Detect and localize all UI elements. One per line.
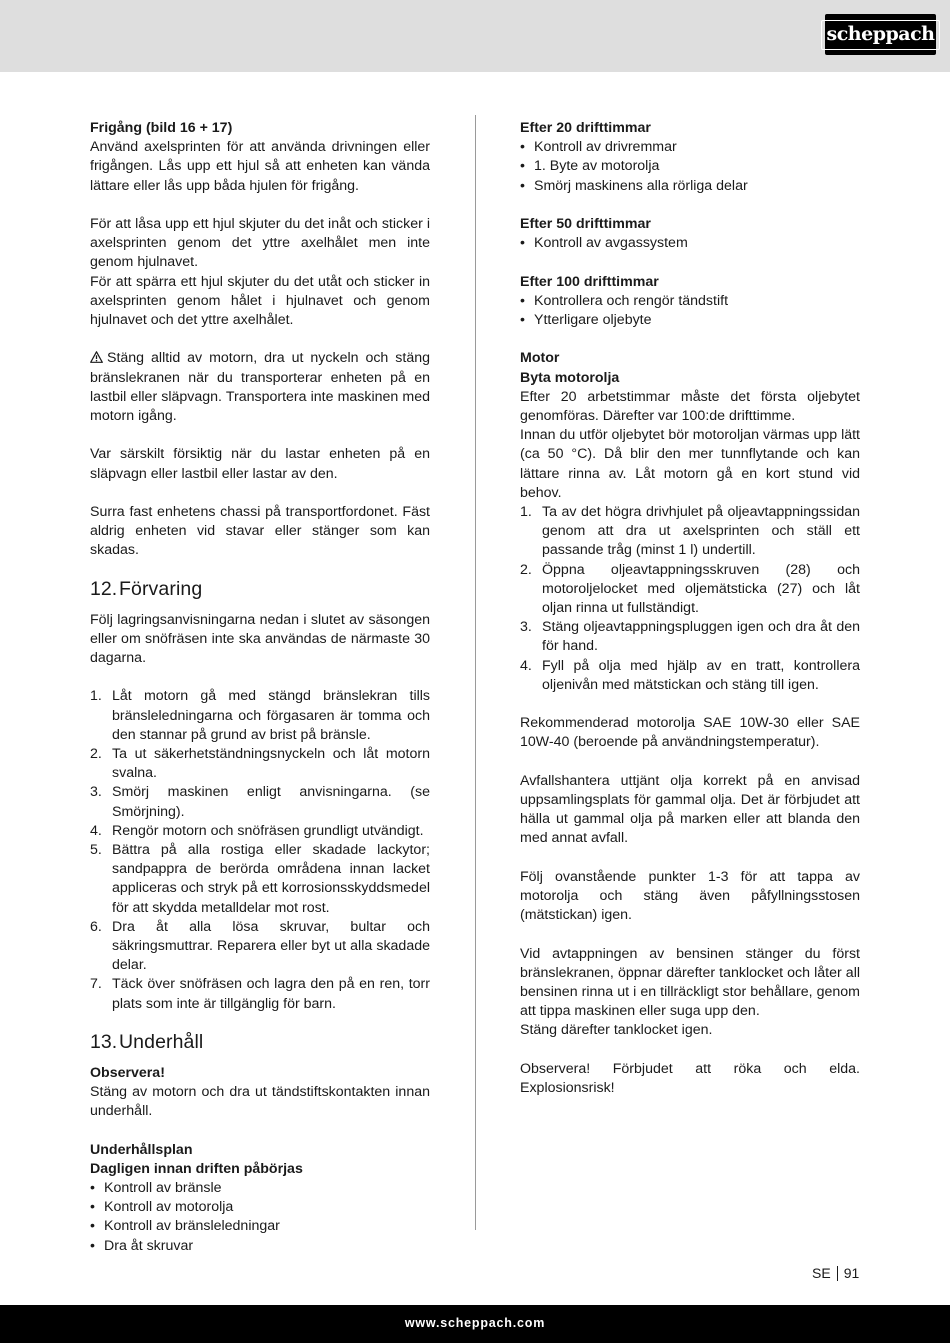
after-20h-item: • Smörj maskinens alla rörliga delar	[520, 177, 860, 196]
after-50h-heading: Efter 50 drifttimmar	[520, 216, 651, 232]
daily-check-item: • Kontroll av motorolja	[90, 1198, 430, 1217]
oil-paragraph-1: Efter 20 arbetstimmar måste det första oljebytet genomföras. Därefter var 100:de drifttimme.	[520, 388, 860, 424]
section-12-title: Förvaring	[119, 577, 203, 600]
step-number: 4.	[90, 822, 102, 839]
step-number: 5.	[90, 842, 102, 859]
daily-heading: Dagligen innan driften påbörjas	[90, 1160, 303, 1177]
section-13-number: 13.	[90, 1030, 118, 1053]
storage-step	[90, 841, 430, 918]
daily-check-item: • Dra åt skruvar	[90, 1237, 430, 1256]
step-text: Bättra på alla rostiga eller skadade lackytor; sandpappra de berörda områdena innan lacket appliceras och stryk på ett korrosionsskyddsmedel för att skydda metalldelar mot rost.	[112, 842, 430, 916]
after-50h-list	[520, 234, 860, 253]
step-number: 2.	[520, 561, 532, 578]
frigang-heading: Frigång (bild 16 + 17)	[90, 120, 233, 136]
daily-check-item: • Kontroll av bränsleledningar	[90, 1217, 430, 1236]
footer-bar	[0, 1305, 950, 1343]
after-20h-list	[520, 138, 860, 196]
step-number: 1.	[520, 504, 532, 521]
step-text: Öppna oljeavtappningsskruven (28) och motoroljelocket med oljemätsticka (27) och låt oljan rinna ut fullständigt.	[542, 561, 860, 617]
warning-text: Stäng alltid av motorn, dra ut nyckeln och stäng bränslekranen när du transporterar enheten på en lastbil eller släpvagn. Transportera inte maskinen med motorn igång.	[90, 350, 430, 425]
storage-step	[90, 745, 430, 783]
storage-step	[90, 822, 430, 841]
oil-step	[520, 657, 860, 695]
brand-logo	[825, 14, 936, 55]
step-number: 2.	[90, 746, 102, 763]
maintenance-plan-heading: Underhållsplan	[90, 1141, 193, 1158]
after-100h-item: • Ytterligare oljebyte	[520, 311, 860, 330]
footer-url[interactable]: www.scheppach.com	[404, 1316, 546, 1331]
page-language: SE	[812, 1265, 831, 1281]
after-100h-heading: Efter 100 drifttimmar	[520, 273, 659, 290]
section-12-number: 12.	[90, 577, 118, 600]
page-number	[812, 1264, 859, 1283]
step-text: Täck över snöfräsen och lagra den på en ren, torr plats som inte är tillgänglig för barn.	[112, 976, 430, 1012]
careful-paragraph: Var särskilt försiktig när du lastar enheten på en släpvagn eller lastbil eller lastar av den.	[90, 446, 430, 482]
after-50h-item: • Kontroll av avgassystem	[520, 234, 860, 253]
step-text: Låt motorn gå med stängd bränslekran tills bränsleledningarna och förgasaren är tomma och den stannar på grund av brist på bränsle.	[112, 688, 430, 743]
header-bar	[0, 0, 950, 72]
brand-logo-text: scheppach	[821, 20, 941, 50]
close-cap-paragraph: Stäng därefter tanklocket igen.	[520, 1022, 713, 1039]
daily-checklist	[90, 1179, 430, 1256]
section-12-heading	[90, 577, 430, 601]
step-text: Ta ut säkerhetständningsnyckeln och låt motorn svalna.	[112, 746, 430, 782]
step-number: 7.	[90, 976, 102, 993]
step-number: 3.	[520, 619, 532, 636]
right-column	[520, 119, 860, 1098]
oil-step	[520, 561, 860, 619]
oil-step	[520, 503, 860, 561]
step-number: 4.	[520, 657, 532, 674]
step-text: Rengör motorn och snöfräsen grundligt utvändigt.	[112, 822, 424, 839]
step-number: 1.	[90, 688, 102, 705]
daily-check-item: • Kontroll av bränsle	[90, 1179, 430, 1198]
warning-paragraph	[90, 349, 430, 426]
frigang-paragraph-3: För att spärra ett hjul skjuter du det utåt och sticker in axelsprinten genom hålet i hjulnavet och genom hjulnavet och det yttre axelhålet.	[90, 273, 430, 329]
oil-change-heading: Byta motorolja	[520, 369, 620, 386]
frigang-paragraph-1: Använd axelsprinten för att använda drivningen eller frigången. Lås upp ett hjul så att enheten kan vända lättare eller lås upp båda hjulen för frigång.	[90, 139, 430, 194]
after-20h-heading: Efter 20 drifttimmar	[520, 120, 651, 136]
observera-heading: Observera!	[90, 1064, 165, 1081]
frigang-paragraph-2: För att låsa upp ett hjul skjuter du det inåt och sticker i axelsprinten genom det yttre axelhålet men inte genom hjulnavet.	[90, 216, 430, 271]
step-number: 3.	[90, 784, 102, 801]
observera-text: Stäng av motorn och dra ut tändstiftskontakten innan underhåll.	[90, 1084, 430, 1120]
storage-step	[90, 918, 430, 976]
storage-intro: Följ lagringsanvisningarna nedan i slutet av säsongen eller om snöfräsen inte ska användas de närmaste 30 dagarna.	[90, 611, 430, 667]
page-number-value: 91	[843, 1265, 860, 1281]
step-text: Ta av det högra drivhjulet på oljeavtappningssidan genom att dra ut axelsprinten och ställ ett passande tråg (minst 1 l) undertill.	[542, 504, 860, 559]
step-text: Smörj maskinen enligt anvisningarna. (se Smörjning).	[112, 784, 430, 820]
follow-paragraph: Följ ovanstående punkter 1-3 för att tappa av motorolja och stäng även påfyllningsstosen (mätstickan) igen.	[520, 868, 860, 924]
column-divider	[475, 115, 476, 1230]
after-20h-item: • Kontroll av drivremmar	[520, 138, 860, 157]
observera-2-paragraph: Observera! Förbjudet att röka och elda. Explosionsrisk!	[520, 1060, 860, 1097]
after-100h-list	[520, 292, 860, 330]
storage-step	[90, 687, 430, 745]
oil-paragraph-2: Innan du utför oljebytet bör motoroljan värmas upp lätt (ca 50 °C). Då blir den mer tunnflytande och kan lättare rinna av. Låt motorn gå en kort stund vid behov.	[520, 427, 860, 501]
oil-step	[520, 618, 860, 656]
section-13-heading	[90, 1030, 430, 1054]
step-text: Fyll på olja med hjälp av en tratt, kontrollera oljenivån med mätstickan och stäng till igen.	[542, 657, 860, 693]
storage-steps-list	[90, 687, 430, 1013]
step-text: Dra åt alla lösa skruvar, bultar och säkringsmuttrar. Reparera eller byt ut alla skadade delar.	[112, 918, 430, 974]
after-100h-item: • Kontrollera och rengör tändstift	[520, 292, 860, 311]
storage-step	[90, 975, 430, 1013]
oil-steps-list	[520, 503, 860, 695]
warning-triangle-icon	[90, 351, 103, 363]
page-separator	[837, 1266, 838, 1281]
step-number: 6.	[90, 918, 102, 935]
left-column	[90, 119, 430, 1256]
storage-step	[90, 783, 430, 821]
section-13-title: Underhåll	[119, 1030, 204, 1053]
after-20h-item: • 1. Byte av motorolja	[520, 157, 860, 176]
disposal-paragraph: Avfallshantera uttjänt olja korrekt på en anvisad uppsamlingsplats för gammal olja. Det är förbjudet att hälla ut gammal olja på marken eller att blanda den med annat avfall.	[520, 772, 860, 847]
recommended-oil: Rekommenderad motorolja SAE 10W-30 eller SAE 10W-40 (beroende på användningstemperatur).	[520, 715, 860, 751]
strap-paragraph: Surra fast enhetens chassi på transportfordonet. Fäst aldrig enheten vid stavar eller stänger som kan skadas.	[90, 504, 430, 559]
step-text: Stäng oljeavtappningspluggen igen och dra åt den för hand.	[542, 619, 860, 655]
drain-fuel-paragraph: Vid avtappningen av bensinen stänger du först bränslekranen, öppnar därefter tanklocket och låter all bensinen rinna ut i en tillräckligt stor behållare, genom att tippa maskinen eller suga upp den.	[520, 945, 860, 1020]
motor-heading: Motor	[520, 350, 560, 367]
